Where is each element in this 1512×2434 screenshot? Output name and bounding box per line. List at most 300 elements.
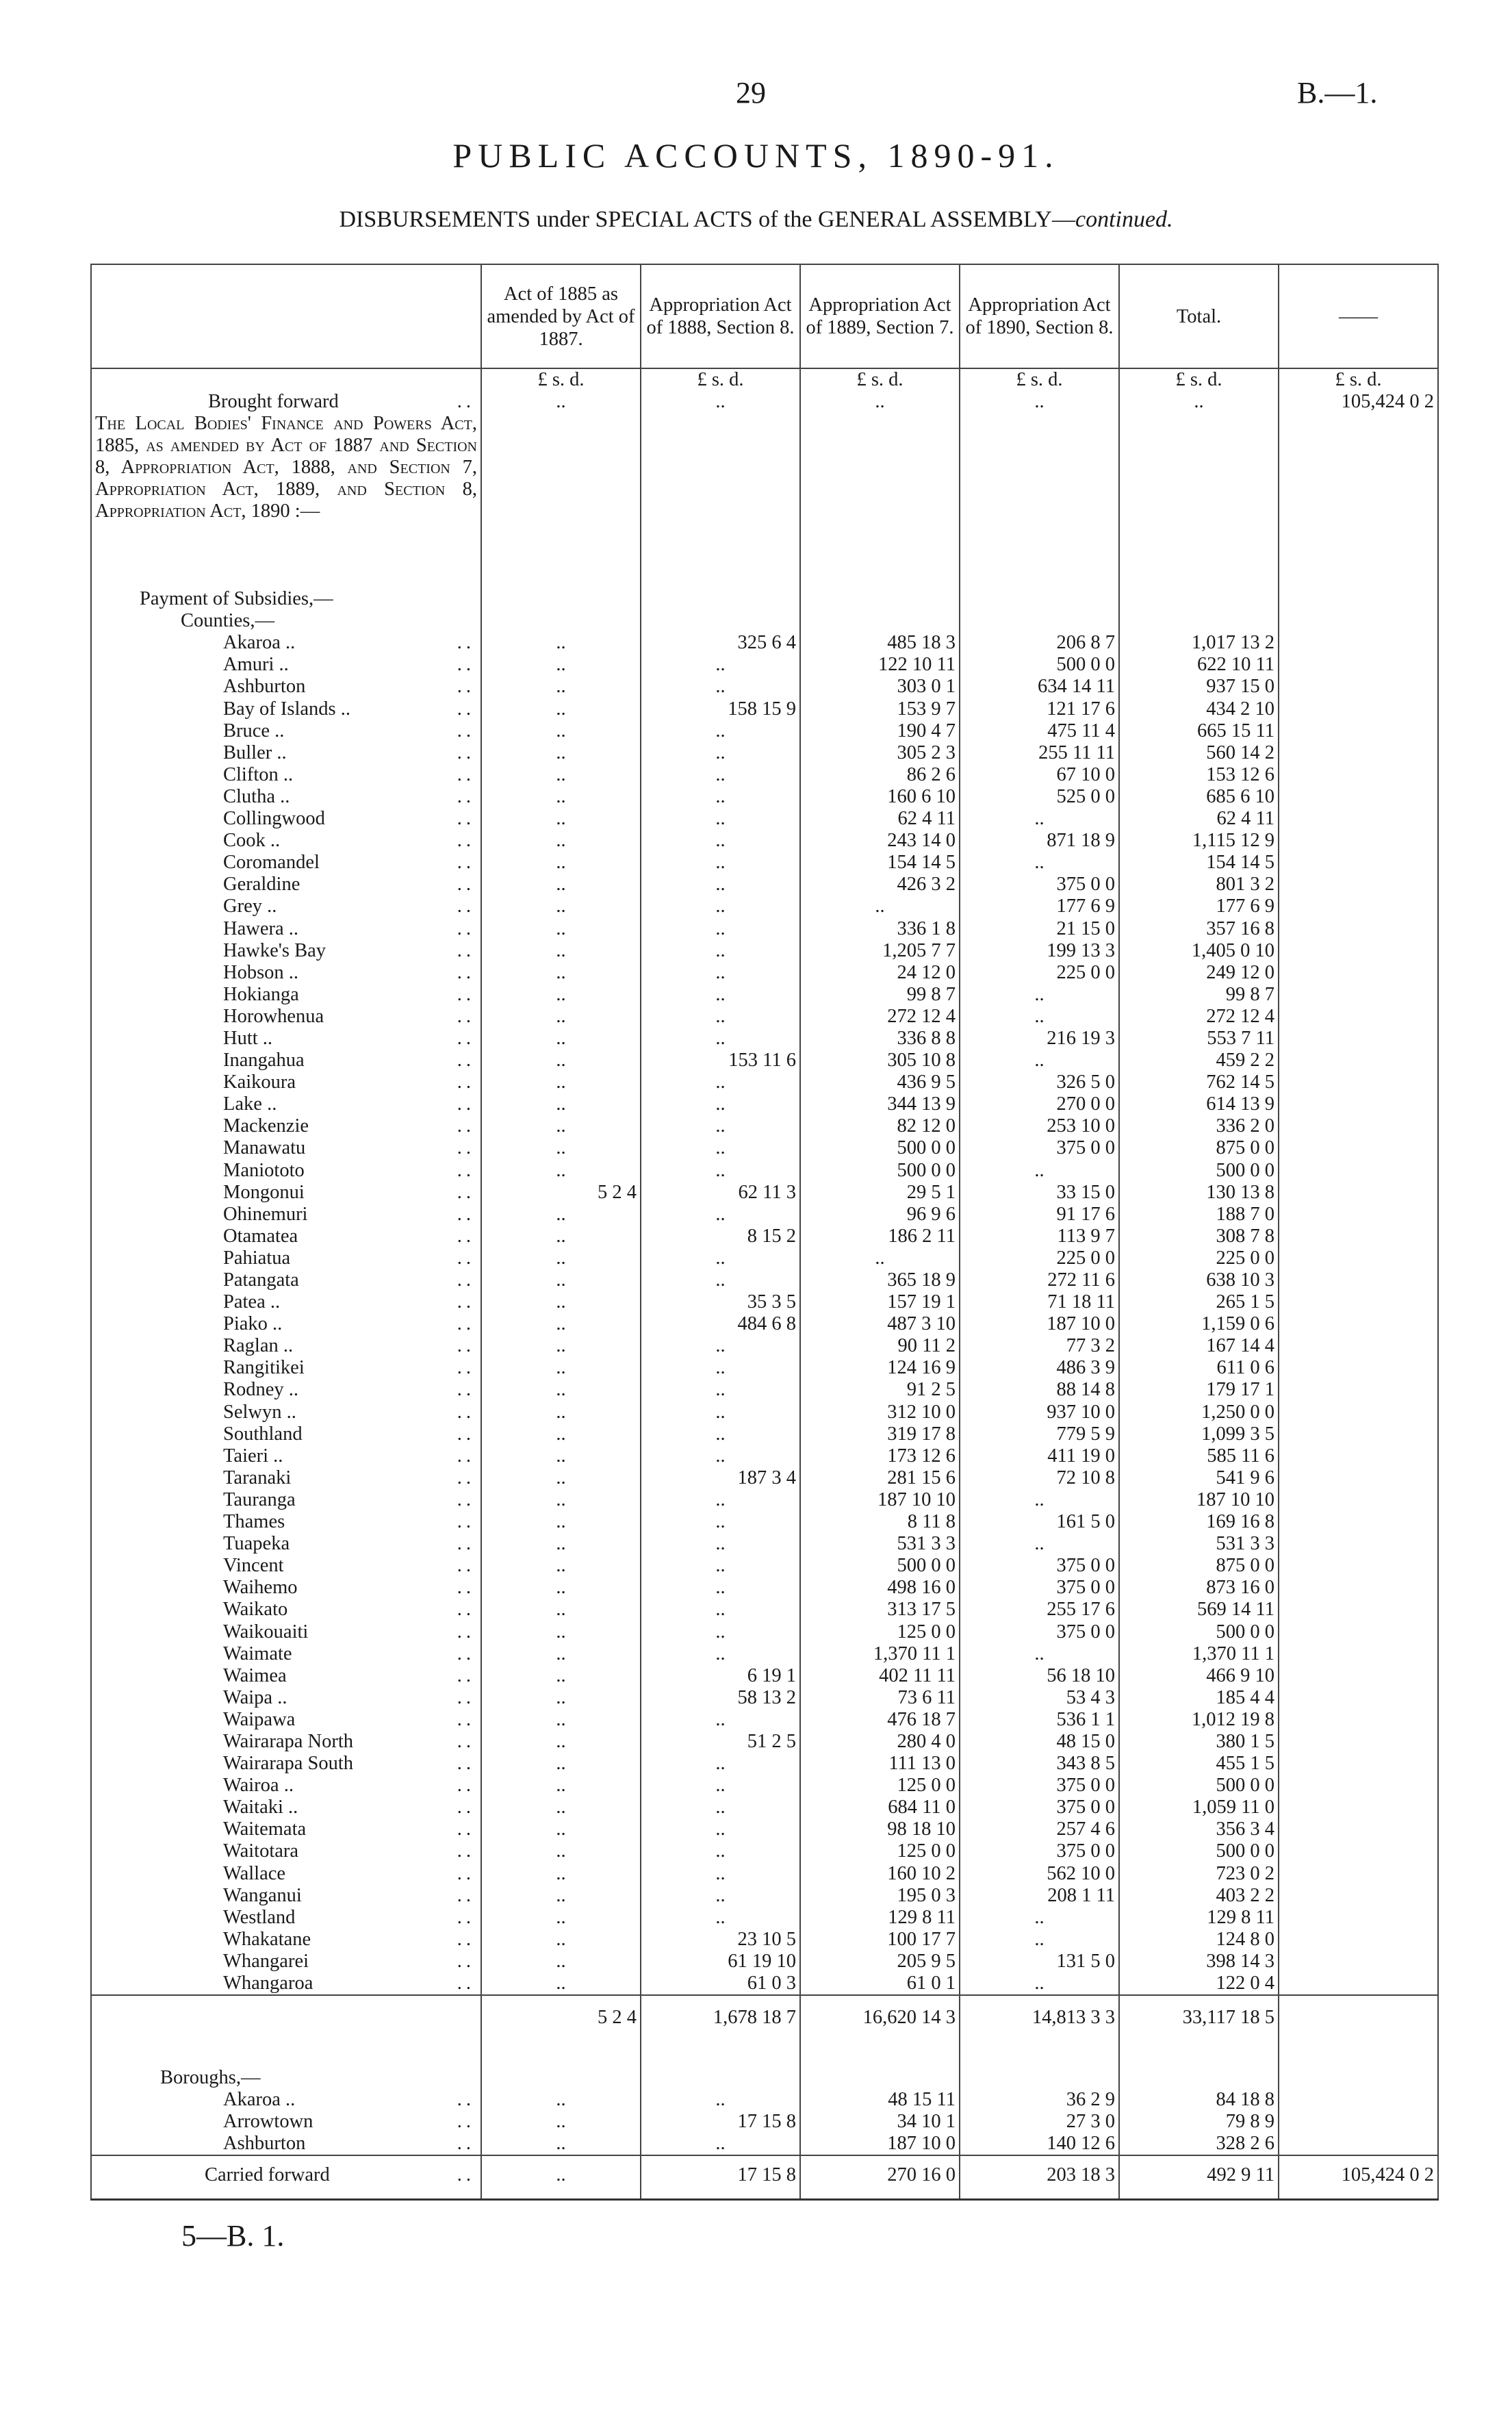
county-row-c4: 475 11 4 bbox=[960, 720, 1119, 742]
county-row-c5: 272 12 4 bbox=[1119, 1006, 1279, 1028]
counties-total-c2: 1,678 18 7 bbox=[641, 1995, 800, 2037]
county-row-c6 bbox=[1279, 808, 1438, 830]
county-row-c4: .. bbox=[960, 1160, 1119, 1182]
counties-total-c5: 33,117 18 5 bbox=[1119, 1995, 1279, 2037]
county-row bbox=[91, 1907, 1438, 1929]
borough-row-c5: 328 2 6 bbox=[1119, 2133, 1279, 2155]
empty-cell bbox=[641, 413, 800, 588]
county-row-c5: 122 0 4 bbox=[1119, 1973, 1279, 1995]
county-row-c2: .. bbox=[641, 1247, 800, 1269]
empty-cell bbox=[1119, 2067, 1279, 2089]
county-row-c5: 225 0 0 bbox=[1119, 1247, 1279, 1269]
county-row-c5: 553 7 11 bbox=[1119, 1028, 1279, 1050]
brought-forward-c5: .. bbox=[1119, 391, 1279, 413]
county-row-c2: .. bbox=[641, 1818, 800, 1840]
county-row-name: Amuri .. .. bbox=[91, 654, 481, 676]
county-row-c1: .. bbox=[481, 1643, 641, 1665]
county-row-c1: 5 2 4 bbox=[481, 1182, 641, 1204]
county-row-c1: .. bbox=[481, 1665, 641, 1687]
county-row-c3: 195 0 3 bbox=[800, 1885, 960, 1907]
county-row-c2: .. bbox=[641, 1709, 800, 1731]
county-row-c6 bbox=[1279, 830, 1438, 852]
county-row-c4: 779 5 9 bbox=[960, 1423, 1119, 1445]
county-row-c5: 569 14 11 bbox=[1119, 1599, 1279, 1621]
county-row-c5: 531 3 3 bbox=[1119, 1533, 1279, 1555]
county-row-c2: 23 10 5 bbox=[641, 1929, 800, 1951]
document-reference: B.—1. bbox=[1297, 76, 1378, 110]
county-row-c1: .. bbox=[481, 1226, 641, 1247]
county-row bbox=[91, 1402, 1438, 1423]
county-row-c6 bbox=[1279, 1818, 1438, 1840]
county-row-name: Wairoa .. .. bbox=[91, 1775, 481, 1797]
county-row-c5: 937 15 0 bbox=[1119, 676, 1279, 698]
county-row-c1: .. bbox=[481, 1489, 641, 1511]
county-row-c5: 434 2 10 bbox=[1119, 698, 1279, 720]
county-row-name: Ashburton .. bbox=[91, 676, 481, 698]
county-row-c5: 169 16 8 bbox=[1119, 1511, 1279, 1533]
county-row-c2: .. bbox=[641, 654, 800, 676]
brought-forward-c2: .. bbox=[641, 391, 800, 413]
county-row-c4: 411 19 0 bbox=[960, 1445, 1119, 1467]
county-row-c1: .. bbox=[481, 1379, 641, 1401]
county-row-c3: 62 4 11 bbox=[800, 808, 960, 830]
column-header-appropriation-1889: Appropriation Act of 1889, Section 7. bbox=[800, 264, 960, 368]
county-row-c6 bbox=[1279, 698, 1438, 720]
county-row-c3: 436 9 5 bbox=[800, 1072, 960, 1093]
county-row-c4: 199 13 3 bbox=[960, 940, 1119, 962]
county-row-name: Vincent .. bbox=[91, 1555, 481, 1577]
county-row bbox=[91, 1818, 1438, 1840]
county-row-c5: 1,370 11 1 bbox=[1119, 1643, 1279, 1665]
county-row-c6 bbox=[1279, 896, 1438, 917]
county-row-c4: 253 10 0 bbox=[960, 1115, 1119, 1137]
county-row-c5: 124 8 0 bbox=[1119, 1929, 1279, 1951]
county-row-c3: 90 11 2 bbox=[800, 1335, 960, 1357]
county-row bbox=[91, 1445, 1438, 1467]
county-row bbox=[91, 1379, 1438, 1401]
disbursements-table bbox=[90, 264, 1439, 2201]
county-row bbox=[91, 830, 1438, 852]
borough-row-name: Arrowtown .. bbox=[91, 2111, 481, 2133]
county-row-c1: .. bbox=[481, 1204, 641, 1226]
county-row-c6 bbox=[1279, 1621, 1438, 1643]
county-row-name: Maniototo .. bbox=[91, 1160, 481, 1182]
county-row-c4: 525 0 0 bbox=[960, 786, 1119, 808]
empty-cell bbox=[960, 588, 1119, 610]
county-row-c2: 51 2 5 bbox=[641, 1731, 800, 1753]
county-row-c4: 56 18 10 bbox=[960, 1665, 1119, 1687]
county-row bbox=[91, 1687, 1438, 1709]
county-row-c1: .. bbox=[481, 1775, 641, 1797]
county-row-c3: 305 10 8 bbox=[800, 1050, 960, 1072]
county-row-c6 bbox=[1279, 1313, 1438, 1335]
county-row bbox=[91, 1093, 1438, 1115]
county-row-c2: .. bbox=[641, 676, 800, 698]
spacer-row bbox=[91, 2037, 1438, 2067]
county-row-c1: .. bbox=[481, 1577, 641, 1599]
empty-cell bbox=[481, 588, 641, 610]
county-row-c2: .. bbox=[641, 1445, 800, 1467]
county-row-c6 bbox=[1279, 1028, 1438, 1050]
county-row-c4: .. bbox=[960, 1006, 1119, 1028]
county-row-c1: .. bbox=[481, 742, 641, 764]
county-row-c4: 121 17 6 bbox=[960, 698, 1119, 720]
county-row-c3: 24 12 0 bbox=[800, 962, 960, 984]
borough-row-c6 bbox=[1279, 2111, 1438, 2133]
county-row-c5: 466 9 10 bbox=[1119, 1665, 1279, 1687]
county-row-c2: .. bbox=[641, 1028, 800, 1050]
county-row bbox=[91, 1929, 1438, 1951]
county-row-c2: .. bbox=[641, 1335, 800, 1357]
county-row-c2: .. bbox=[641, 918, 800, 940]
counties-total-c3: 16,620 14 3 bbox=[800, 1995, 960, 2037]
county-row-c6 bbox=[1279, 676, 1438, 698]
county-row-c6 bbox=[1279, 1731, 1438, 1753]
county-row-c6 bbox=[1279, 1115, 1438, 1137]
county-row-c5: 459 2 2 bbox=[1119, 1050, 1279, 1072]
county-row-c2: .. bbox=[641, 962, 800, 984]
county-row-c5: 1,059 11 0 bbox=[1119, 1797, 1279, 1818]
county-row-c2: 158 15 9 bbox=[641, 698, 800, 720]
county-row-name: Wanganui .. bbox=[91, 1885, 481, 1907]
county-row-c3: 243 14 0 bbox=[800, 830, 960, 852]
county-row-c3: 86 2 6 bbox=[800, 764, 960, 786]
county-row-c6 bbox=[1279, 1511, 1438, 1533]
county-row-c1: .. bbox=[481, 1137, 641, 1159]
county-row bbox=[91, 632, 1438, 654]
county-row-name: Whangarei .. bbox=[91, 1951, 481, 1973]
county-row-c1: .. bbox=[481, 1973, 641, 1995]
county-row bbox=[91, 698, 1438, 720]
county-row bbox=[91, 1973, 1438, 1995]
county-row-c5: 665 15 11 bbox=[1119, 720, 1279, 742]
county-row-c4: 270 0 0 bbox=[960, 1093, 1119, 1115]
column-header-blank: —— bbox=[1279, 264, 1438, 368]
county-row-c4: 113 9 7 bbox=[960, 1226, 1119, 1247]
county-row-c2: .. bbox=[641, 1577, 800, 1599]
county-row-c2: 61 19 10 bbox=[641, 1951, 800, 1973]
county-row-c4: .. bbox=[960, 1489, 1119, 1511]
county-row-name: Collingwood .. bbox=[91, 808, 481, 830]
units-cell: £ s. d. bbox=[641, 368, 800, 391]
county-row bbox=[91, 984, 1438, 1006]
empty-cell bbox=[1279, 610, 1438, 632]
county-row-c2: .. bbox=[641, 742, 800, 764]
county-row-c6 bbox=[1279, 1093, 1438, 1115]
county-row-c1: .. bbox=[481, 1402, 641, 1423]
carried-forward-row bbox=[91, 2155, 1438, 2200]
county-row bbox=[91, 1335, 1438, 1357]
page-subtitle bbox=[0, 207, 1512, 233]
county-row-c1: .. bbox=[481, 786, 641, 808]
county-row-c4: .. bbox=[960, 1929, 1119, 1951]
county-row bbox=[91, 786, 1438, 808]
county-row bbox=[91, 1643, 1438, 1665]
units-description bbox=[91, 368, 481, 391]
county-row-c4: 33 15 0 bbox=[960, 1182, 1119, 1204]
carried-forward-c6: 105,424 0 2 bbox=[1279, 2155, 1438, 2200]
empty-cell bbox=[1279, 2067, 1438, 2089]
county-row-c3: 99 8 7 bbox=[800, 984, 960, 1006]
county-row-c5: 801 3 2 bbox=[1119, 874, 1279, 896]
borough-row-name: Ashburton .. bbox=[91, 2133, 481, 2155]
county-row bbox=[91, 764, 1438, 786]
county-row-c6 bbox=[1279, 1643, 1438, 1665]
county-row-name: Tuapeka .. bbox=[91, 1533, 481, 1555]
subtitle-text: DISBURSEMENTS under SPECIAL ACTS of the GENERAL ASSEMBLY— bbox=[339, 207, 1075, 232]
county-row-c6 bbox=[1279, 1204, 1438, 1226]
county-row-c1: .. bbox=[481, 1072, 641, 1093]
county-row bbox=[91, 720, 1438, 742]
county-row-c4: 91 17 6 bbox=[960, 1204, 1119, 1226]
county-row-c5: 249 12 0 bbox=[1119, 962, 1279, 984]
empty-cell bbox=[960, 2067, 1119, 2089]
brought-forward-label: Brought forward .. bbox=[91, 391, 481, 413]
county-row bbox=[91, 1753, 1438, 1775]
county-row-c6 bbox=[1279, 1291, 1438, 1313]
county-row-c6 bbox=[1279, 1072, 1438, 1093]
county-row-c6 bbox=[1279, 1445, 1438, 1467]
county-row-name: Mongonui .. bbox=[91, 1182, 481, 1204]
county-row-c3: 336 1 8 bbox=[800, 918, 960, 940]
county-row bbox=[91, 1775, 1438, 1797]
county-row-c2: .. bbox=[641, 1555, 800, 1577]
county-row-c4: 536 1 1 bbox=[960, 1709, 1119, 1731]
county-row-name: Clutha .. .. bbox=[91, 786, 481, 808]
borough-row-c5: 84 18 8 bbox=[1119, 2089, 1279, 2111]
county-row-c1: .. bbox=[481, 1028, 641, 1050]
county-row-c4: 871 18 9 bbox=[960, 830, 1119, 852]
county-row-c1: .. bbox=[481, 962, 641, 984]
county-row-c2: .. bbox=[641, 1402, 800, 1423]
county-row bbox=[91, 1511, 1438, 1533]
county-row-c5: 560 14 2 bbox=[1119, 742, 1279, 764]
county-row-c6 bbox=[1279, 1006, 1438, 1028]
county-row-c6 bbox=[1279, 852, 1438, 874]
act-heading: The Local Bodies' Finance and Powers Act, 1885, as amended by Act of 1887 and Section 8, Appropriation Act, 1888, and Section 7, Appropriation Act, 1889, and Section 8, Appropriation Act, 1890 :— bbox=[91, 413, 481, 588]
county-row-c4: .. bbox=[960, 852, 1119, 874]
county-row bbox=[91, 1269, 1438, 1291]
empty-cell bbox=[481, 2037, 641, 2067]
county-row-c4: .. bbox=[960, 1643, 1119, 1665]
county-row-c4: 375 0 0 bbox=[960, 874, 1119, 896]
county-row-c6 bbox=[1279, 1709, 1438, 1731]
county-row-c5: 455 1 5 bbox=[1119, 1753, 1279, 1775]
county-row-c2: .. bbox=[641, 808, 800, 830]
units-cell: £ s. d. bbox=[960, 368, 1119, 391]
county-row-c3: 160 6 10 bbox=[800, 786, 960, 808]
county-row-c2: 6 19 1 bbox=[641, 1665, 800, 1687]
county-row bbox=[91, 1840, 1438, 1862]
county-row-c5: 500 0 0 bbox=[1119, 1775, 1279, 1797]
county-row-c1: .. bbox=[481, 632, 641, 654]
county-row-c4: 486 3 9 bbox=[960, 1357, 1119, 1379]
county-row bbox=[91, 1182, 1438, 1204]
county-row-name: Wallace .. bbox=[91, 1863, 481, 1885]
county-row bbox=[91, 1533, 1438, 1555]
county-row-c6 bbox=[1279, 1269, 1438, 1291]
county-row-c6 bbox=[1279, 962, 1438, 984]
county-row-c6 bbox=[1279, 918, 1438, 940]
county-row bbox=[91, 1028, 1438, 1050]
county-row-c2: .. bbox=[641, 1137, 800, 1159]
county-row-c4: 375 0 0 bbox=[960, 1621, 1119, 1643]
empty-cell bbox=[1119, 588, 1279, 610]
county-row-c3: 303 0 1 bbox=[800, 676, 960, 698]
county-row-c3: 344 13 9 bbox=[800, 1093, 960, 1115]
county-row-c3: 272 12 4 bbox=[800, 1006, 960, 1028]
county-row-c2: 61 0 3 bbox=[641, 1973, 800, 1995]
county-row-c3: 498 16 0 bbox=[800, 1577, 960, 1599]
empty-cell bbox=[800, 610, 960, 632]
county-row-c4: 375 0 0 bbox=[960, 1775, 1119, 1797]
county-row-c2: .. bbox=[641, 1379, 800, 1401]
page-title: PUBLIC ACCOUNTS, 1890-91. bbox=[452, 136, 1060, 175]
county-row-c1: .. bbox=[481, 896, 641, 917]
county-row-c4: 77 3 2 bbox=[960, 1335, 1119, 1357]
county-row-c1: .. bbox=[481, 1115, 641, 1137]
county-row-c4: 21 15 0 bbox=[960, 918, 1119, 940]
borough-row bbox=[91, 2111, 1438, 2133]
county-row-c2: .. bbox=[641, 1423, 800, 1445]
column-header-appropriation-1888: Appropriation Act of 1888, Section 8. bbox=[641, 264, 800, 368]
borough-row-c4: 36 2 9 bbox=[960, 2089, 1119, 2111]
county-row-c6 bbox=[1279, 1555, 1438, 1577]
county-row-c1: .. bbox=[481, 1006, 641, 1028]
county-row-c3: 129 8 11 bbox=[800, 1907, 960, 1929]
county-row-name: Patea .. .. bbox=[91, 1291, 481, 1313]
borough-row-c2: .. bbox=[641, 2133, 800, 2155]
county-row-c2: 484 6 8 bbox=[641, 1313, 800, 1335]
county-row-c6 bbox=[1279, 1797, 1438, 1818]
empty-cell bbox=[481, 2067, 641, 2089]
county-row-name: Whakatane .. bbox=[91, 1929, 481, 1951]
county-row-c4: 257 4 6 bbox=[960, 1818, 1119, 1840]
county-row-name: Coromandel .. bbox=[91, 852, 481, 874]
county-row bbox=[91, 1160, 1438, 1182]
county-row-c1: .. bbox=[481, 1533, 641, 1555]
empty-cell bbox=[960, 610, 1119, 632]
empty-cell bbox=[641, 2037, 800, 2067]
boroughs-heading-row bbox=[91, 2067, 1438, 2089]
county-row bbox=[91, 1050, 1438, 1072]
county-row-name: Lake .. .. bbox=[91, 1093, 481, 1115]
county-row-c2: .. bbox=[641, 1269, 800, 1291]
county-row-c4: 375 0 0 bbox=[960, 1577, 1119, 1599]
county-row-c2: .. bbox=[641, 896, 800, 917]
county-row-name: Hawke's Bay .. bbox=[91, 940, 481, 962]
county-row-c2: .. bbox=[641, 1753, 800, 1775]
county-row-c3: 1,370 11 1 bbox=[800, 1643, 960, 1665]
column-header-appropriation-1890: Appropriation Act of 1890, Section 8. bbox=[960, 264, 1119, 368]
county-row-c3: 125 0 0 bbox=[800, 1840, 960, 1862]
brought-forward-row bbox=[91, 391, 1438, 413]
county-row bbox=[91, 1885, 1438, 1907]
county-row-c6 bbox=[1279, 1489, 1438, 1511]
county-row-c5: 380 1 5 bbox=[1119, 1731, 1279, 1753]
county-row-c2: .. bbox=[641, 940, 800, 962]
county-row bbox=[91, 940, 1438, 962]
county-row bbox=[91, 1115, 1438, 1137]
county-row bbox=[91, 1797, 1438, 1818]
county-row-name: Hobson .. .. bbox=[91, 962, 481, 984]
carried-forward-label: Carried forward .. bbox=[91, 2155, 481, 2200]
county-row-c2: .. bbox=[641, 1093, 800, 1115]
empty-cell bbox=[800, 2067, 960, 2089]
county-row bbox=[91, 1313, 1438, 1335]
empty-cell bbox=[800, 2037, 960, 2067]
county-row-c2: 58 13 2 bbox=[641, 1687, 800, 1709]
county-row bbox=[91, 1599, 1438, 1621]
county-row-c1: .. bbox=[481, 1709, 641, 1731]
county-row-c6 bbox=[1279, 1665, 1438, 1687]
county-row-c4: 375 0 0 bbox=[960, 1797, 1119, 1818]
county-row-c2: .. bbox=[641, 984, 800, 1006]
county-row-c4: 216 19 3 bbox=[960, 1028, 1119, 1050]
county-row-c1: .. bbox=[481, 1247, 641, 1269]
borough-row-c3: 187 10 0 bbox=[800, 2133, 960, 2155]
subsidies-heading-row bbox=[91, 588, 1438, 610]
county-row-name: Rangitikei .. bbox=[91, 1357, 481, 1379]
county-row-c3: 500 0 0 bbox=[800, 1160, 960, 1182]
page-number: 29 bbox=[736, 76, 766, 110]
county-row-c2: .. bbox=[641, 1907, 800, 1929]
county-row-c5: 585 11 6 bbox=[1119, 1445, 1279, 1467]
column-header-row bbox=[91, 264, 1438, 368]
county-row-c3: 124 16 9 bbox=[800, 1357, 960, 1379]
footer-signature: 5—B. 1. bbox=[181, 2219, 285, 2253]
county-row-c3: 187 10 10 bbox=[800, 1489, 960, 1511]
county-row-c3: 73 6 11 bbox=[800, 1687, 960, 1709]
county-row bbox=[91, 1555, 1438, 1577]
county-row-c4: .. bbox=[960, 808, 1119, 830]
county-row bbox=[91, 1731, 1438, 1753]
county-row-name: Hawera .. .. bbox=[91, 918, 481, 940]
county-row bbox=[91, 1423, 1438, 1445]
county-row-c5: 153 12 6 bbox=[1119, 764, 1279, 786]
county-row-c4: 161 5 0 bbox=[960, 1511, 1119, 1533]
county-row-c2: .. bbox=[641, 1775, 800, 1797]
empty-cell bbox=[641, 2067, 800, 2089]
empty-cell bbox=[641, 588, 800, 610]
county-row-c5: 177 6 9 bbox=[1119, 896, 1279, 917]
county-row-c2: .. bbox=[641, 764, 800, 786]
county-row-c4: .. bbox=[960, 1533, 1119, 1555]
borough-row bbox=[91, 2133, 1438, 2155]
county-row-c3: 476 18 7 bbox=[800, 1709, 960, 1731]
county-row-name: Kaikoura .. bbox=[91, 1072, 481, 1093]
county-row-c6 bbox=[1279, 1423, 1438, 1445]
county-row-name: Thames .. bbox=[91, 1511, 481, 1533]
county-row-c2: .. bbox=[641, 1072, 800, 1093]
empty-cell bbox=[960, 2037, 1119, 2067]
carried-forward-c1: .. bbox=[481, 2155, 641, 2200]
borough-row-c1: .. bbox=[481, 2089, 641, 2111]
county-row-c1: .. bbox=[481, 1357, 641, 1379]
county-row-c6 bbox=[1279, 654, 1438, 676]
county-row-c5: 614 13 9 bbox=[1119, 1093, 1279, 1115]
county-row-c4: 72 10 8 bbox=[960, 1467, 1119, 1489]
county-row-c1: .. bbox=[481, 676, 641, 698]
county-row-c2: .. bbox=[641, 720, 800, 742]
county-row-c1: .. bbox=[481, 698, 641, 720]
county-row-c6 bbox=[1279, 1907, 1438, 1929]
county-row-c6 bbox=[1279, 1929, 1438, 1951]
county-row bbox=[91, 1709, 1438, 1731]
county-row-c6 bbox=[1279, 1402, 1438, 1423]
borough-row-c1: .. bbox=[481, 2111, 641, 2133]
county-row-c5: 1,012 19 8 bbox=[1119, 1709, 1279, 1731]
